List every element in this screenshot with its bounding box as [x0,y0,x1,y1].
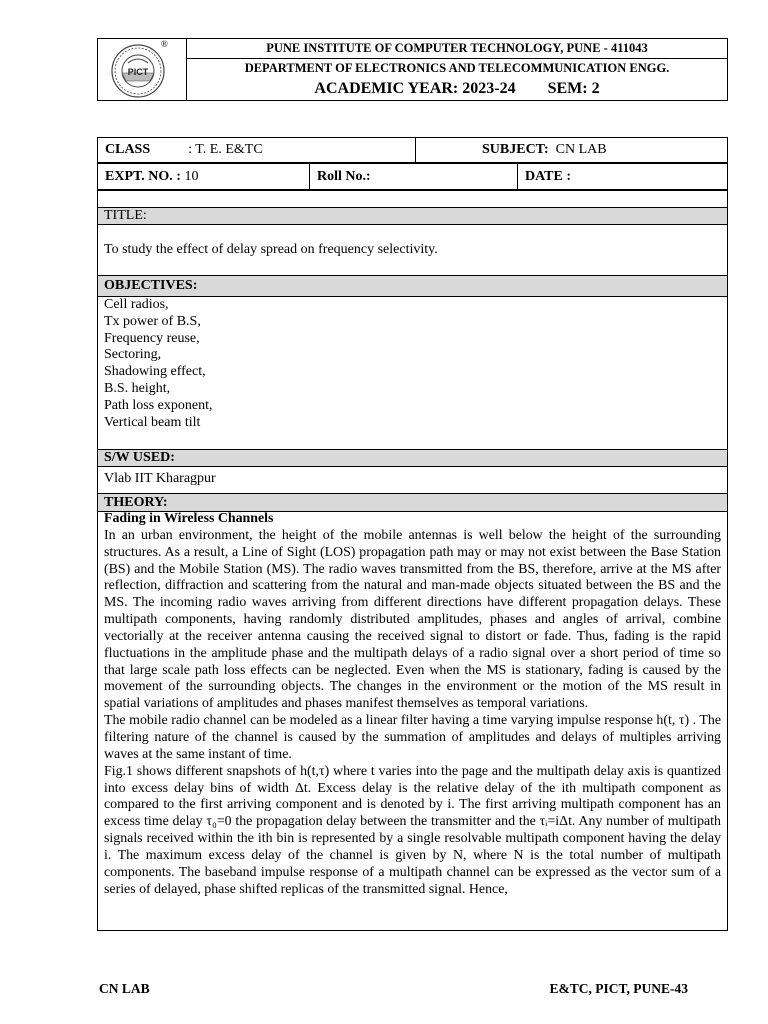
objective-item: B.S. height, [104,380,171,396]
divider [98,224,727,225]
academic-year: ACADEMIC YEAR: 2023-24 [314,80,516,97]
department-name: DEPARTMENT OF ELECTRONICS AND TELECOMMUNICATION ENGG. [187,59,728,79]
class-subject-row [97,137,728,163]
expt-cell [98,164,310,190]
pict-logo-icon [98,39,186,100]
title-header: TITLE: [98,208,727,224]
roll-cell [310,164,518,190]
svg-text:PICT: PICT [127,67,149,77]
theory-paragraph: In an urban environment, the height of the mobile antennas is well below the height of the surrounding structures. As a result, a Line of Sight (LOS) propagation path may or may not exist between the Base Station (BS) and the Mobile Station (MS). The radio waves transmitted from the BS, therefore, arrive at the MS after reflection, diffraction and scattering from the natural and man-made objects situated between the BS and the MS. The incoming radio waves arriving from different directions have different propagation delays. These multipath components, having randomly distributed amplitudes, phases and angles of arrival, combine vectorially at the receiver antenna causing the received signal to distort or fade. Thus, fading is the rapid fluctuations in the amplitude phase and the multipath delays of a radio signal over a short period of time so that large scale path loss effects can be neglected. Even when the MS is stationary, fading is caused by the movement of the surrounding objects. The changes in the environment or the motion of the MS result in spatial variations of amplitudes and phases manifest themselves as temporal variations. [104,527,721,712]
subject-label: SUBJECT: [482,142,549,157]
academic-year-line [187,78,728,101]
theory-header: THEORY: [98,494,727,511]
institute-header [97,38,728,101]
semester: SEM: 2 [547,80,600,97]
sw-used-text: Vlab IIT Kharagpur [104,471,216,486]
footer-left: CN LAB [99,981,150,996]
sw-used-header: S/W USED: [98,450,727,466]
expt-label: EXPT. NO. : [105,168,181,184]
main-content-box [97,190,728,931]
objective-item: Shadowing effect, [104,364,206,380]
class-label: CLASS [105,142,151,157]
date-cell [518,164,728,190]
date-label: DATE : [525,168,572,184]
footer-right: E&TC, PICT, PUNE-43 [549,981,688,996]
registered-mark: ® [161,39,168,49]
theory-heading: Fading in Wireless Channels [104,511,274,526]
objectives-header: OBJECTIVES: [98,276,727,296]
objective-item: Frequency reuse, [104,330,200,346]
objectives-list [104,297,721,431]
logo-cell [98,39,187,101]
theory-paragraph: The mobile radio channel can be modeled as a linear filter having a time varying impulse response h(t, τ) . The filtering nature of the channel is caused by the summation of amplitudes and delays of multiples arriving waves at the same instant of time. [104,713,721,762]
divider [98,466,727,467]
objective-item: Tx power of B.S, [104,313,201,329]
objective-item: Cell radios, [104,297,169,312]
title-text: To study the effect of delay spread on frequency selectivity. [104,242,438,257]
institute-name: PUNE INSTITUTE OF COMPUTER TECHNOLOGY, PUNE - 411043 [187,39,728,59]
class-value: : T. E. E&TC [188,142,263,157]
subject-cell [416,138,728,163]
objective-item: Vertical beam tilt [104,414,201,430]
objective-item: Path loss exponent, [104,397,213,413]
subject-value: CN LAB [555,142,607,157]
class-cell [98,138,416,163]
expt-value: 10 [184,168,199,184]
expt-roll-date-row [97,163,728,190]
theory-paragraph: Fig.1 shows different snapshots of h(t,τ) where t varies into the page and the multipath delay axis is quantized into excess delay bins of width Δt. Excess delay is the relative delay of the ith multipath component as compared to the first arriving component and is denoted by i. The first arriving multipath component has an excess time delay τ₀=0 the propagation delay between the transmitter and the τᵢ=iΔt. Any number of multipath signals received within the ith bin is represented by a single resolvable multipath component having the delay i. The maximum excess delay of the channel is given by N, where N is the total number of multipath components. The baseband impulse response of a multipath channel can be expressed as the vector sum of a series of delayed, phase shifted replicas of the transmitted signal. Hence, [104,763,721,897]
objective-item: Sectoring, [104,347,162,363]
theory-body [104,511,721,898]
roll-label: Roll No.: [317,168,371,184]
